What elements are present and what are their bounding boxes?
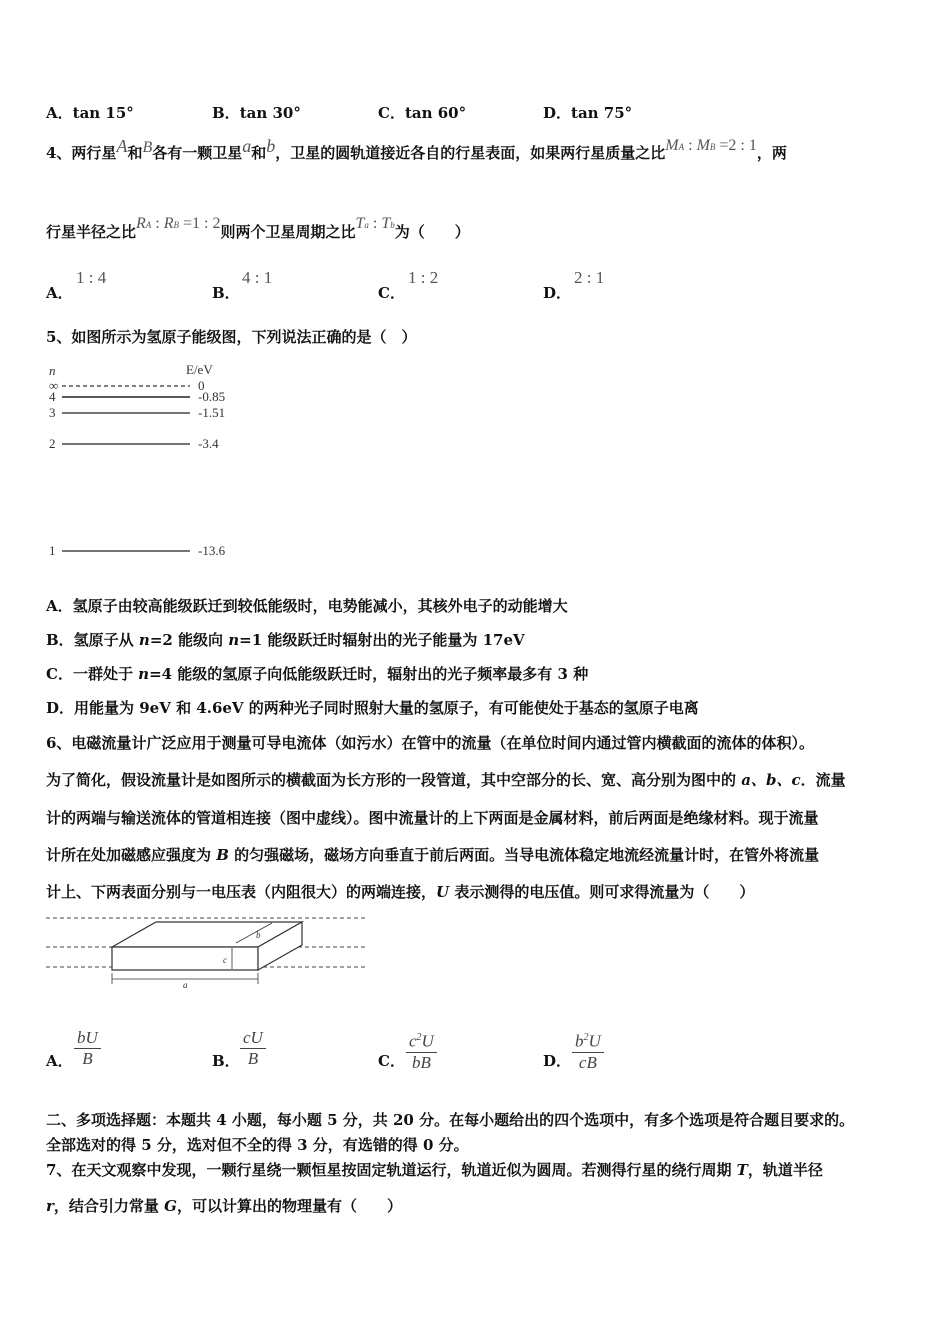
q3-option-a[interactable] bbox=[46, 102, 134, 123]
denominator: B bbox=[82, 1049, 93, 1068]
var-B: B bbox=[142, 139, 153, 156]
option-letter: A． bbox=[46, 1052, 73, 1070]
level-n-label: 4 bbox=[49, 389, 56, 404]
text: 计上、下两表面分别与一电压表（内阻很大）的两端连接， bbox=[46, 883, 437, 901]
text: ，可以计算出的物理量有（ ） bbox=[176, 1197, 402, 1215]
q6-stem-line1: 6、电磁流量计广泛应用于测量可导电流体（如污水）在管中的流量（在单位时间内通过管内横截面的流体的体积）。 bbox=[46, 734, 814, 752]
q3-option-b[interactable] bbox=[212, 102, 301, 123]
numerator: cU bbox=[240, 1028, 266, 1049]
q5-option-c[interactable] bbox=[46, 664, 588, 684]
q4-stem-line1 bbox=[46, 136, 787, 165]
option-letter: D． bbox=[543, 104, 572, 122]
section2-heading-line1: 二、多项选择题：本题共 4 小题，每小题 5 分，共 20 分。在每小题给出的四个选项中，有多个选项是符合题目要求的。 bbox=[46, 1111, 855, 1129]
q6-stem-line3: 计的两端与输送流体的管道相连接（图中虚线）。图中流量计的上下两面是金属材料，前后两面是绝缘材料。现于流量 bbox=[46, 809, 819, 827]
ratio-value: =1 : 2 bbox=[179, 215, 221, 232]
text: 行星半径之比 bbox=[46, 223, 137, 241]
ratio-colon: : bbox=[684, 137, 697, 154]
option-text: =4 能级的氢原子向低能级跃迁时，辐射出的光子频率最多有 3 种 bbox=[149, 665, 589, 683]
option-text: =2 能级向 bbox=[149, 631, 229, 649]
denominator: B bbox=[247, 1049, 259, 1068]
option-text: tan 60° bbox=[404, 104, 467, 122]
num-exponent: 2 bbox=[583, 1032, 589, 1043]
q4-option-c-value: 1 : 2 bbox=[408, 268, 439, 287]
box-front-face bbox=[112, 947, 258, 970]
text: 和 bbox=[251, 144, 267, 162]
option-letter: B． bbox=[212, 284, 240, 302]
q6-stem-line4 bbox=[46, 845, 819, 865]
ratio-value: =2 : 1 bbox=[715, 137, 757, 154]
radius-ratio bbox=[136, 213, 220, 232]
text: 7、在天文观察中发现，一颗行星绕一颗恒星按固定轨道运行，轨道近似为圆周。若测得行星的绕行周期 bbox=[46, 1161, 737, 1179]
text: 和 bbox=[127, 144, 143, 162]
option-letter: D． bbox=[543, 1052, 572, 1070]
option-letter: B． bbox=[212, 1052, 240, 1070]
option-letter: C． bbox=[378, 104, 405, 122]
option-letter: C． bbox=[378, 284, 405, 302]
mass-ratio bbox=[665, 135, 757, 154]
q5-option-a[interactable] bbox=[46, 596, 568, 616]
option-text: =1 能级跃迁时辐射出的光子能量为 17eV bbox=[239, 631, 525, 649]
q4-option-b-value: 4 : 1 bbox=[242, 268, 273, 287]
q6-option-d-fraction bbox=[572, 1028, 604, 1073]
option-text: B．氢原子从 bbox=[46, 631, 139, 649]
var-b: b bbox=[266, 136, 276, 156]
q4-option-b[interactable] bbox=[212, 282, 240, 303]
option-letter: C． bbox=[378, 1052, 405, 1070]
option-text: D．用能量为 9eV 和 4.6eV 的两种光子同时照射大量的氢原子，有可能使处于基态的氢原子电离 bbox=[46, 699, 699, 717]
option-text: tan 30° bbox=[239, 104, 301, 122]
section2-heading-line2: 全部选对的得 5 分，选对但不全的得 3 分，有选错的得 0 分。 bbox=[46, 1136, 469, 1154]
var-abc: a、b、c bbox=[741, 771, 801, 789]
level-n-label: ∞ bbox=[49, 378, 59, 393]
text: 4、两行星 bbox=[46, 144, 117, 162]
q6-option-c-fraction bbox=[406, 1028, 437, 1073]
q6-option-d[interactable] bbox=[543, 1050, 571, 1071]
option-letter: D． bbox=[543, 284, 572, 302]
text: ，轨道半径 bbox=[747, 1161, 823, 1179]
text: ，结合引力常量 bbox=[53, 1197, 165, 1215]
q4-option-d-value: 2 : 1 bbox=[574, 268, 605, 287]
var-A: A bbox=[116, 136, 128, 156]
var-G: G bbox=[164, 1197, 177, 1215]
q3-option-c[interactable] bbox=[378, 102, 466, 123]
text: 计所在处加磁感应强度为 bbox=[46, 846, 217, 864]
period-symbol: T bbox=[381, 215, 391, 232]
mass-symbol: M bbox=[696, 137, 710, 154]
text: 各有一颗卫星 bbox=[152, 144, 243, 162]
dimension-b-label: b bbox=[256, 930, 261, 940]
mass-symbol: M bbox=[665, 137, 679, 154]
q4-option-a-value: 1 : 4 bbox=[76, 268, 107, 287]
option-letter: A． bbox=[46, 104, 73, 122]
q5-option-b[interactable] bbox=[46, 630, 525, 650]
var-n: n bbox=[228, 631, 240, 649]
level-n-label: 2 bbox=[49, 436, 56, 451]
q6-option-b[interactable] bbox=[212, 1050, 240, 1071]
n-axis-label: n bbox=[49, 363, 56, 378]
num-base: b bbox=[575, 1031, 584, 1051]
option-text: C．一群处于 bbox=[46, 665, 139, 683]
radius-symbol: R bbox=[163, 215, 174, 232]
text: 为（ ） bbox=[394, 223, 470, 241]
period-symbol: T bbox=[355, 215, 365, 232]
var-n: n bbox=[138, 665, 150, 683]
radius-subscript: A bbox=[145, 220, 152, 230]
q5-stem: 5、如图所示为氢原子能级图，下列说法正确的是（ ） bbox=[46, 328, 417, 346]
q6-option-a[interactable] bbox=[46, 1050, 73, 1071]
period-subscript: b bbox=[390, 220, 395, 230]
q7-stem-line2 bbox=[46, 1196, 402, 1216]
mass-subscript: A bbox=[678, 142, 685, 152]
level-energy-label: -13.6 bbox=[198, 543, 226, 558]
flowmeter-figure bbox=[46, 910, 376, 992]
num-rest: U bbox=[588, 1031, 601, 1051]
q4-stem-line2 bbox=[46, 215, 470, 244]
num-rest: U bbox=[421, 1031, 434, 1051]
energy-level-diagram bbox=[40, 360, 260, 565]
text: 则两个卫星周期之比 bbox=[220, 223, 356, 241]
num-base: c bbox=[409, 1031, 417, 1051]
q6-option-a-fraction bbox=[74, 1028, 101, 1069]
denominator: cB bbox=[578, 1052, 597, 1072]
q6-stem-line5 bbox=[46, 882, 754, 902]
level-energy-label: 0 bbox=[198, 378, 205, 393]
q4-option-a[interactable] bbox=[46, 282, 73, 303]
dimension-a-label: a bbox=[183, 980, 188, 990]
option-letter: B． bbox=[212, 104, 240, 122]
q6-option-b-fraction bbox=[240, 1028, 266, 1069]
level-energy-label: -1.51 bbox=[198, 405, 226, 420]
numerator bbox=[572, 1028, 604, 1053]
var-T: T bbox=[736, 1161, 748, 1179]
level-energy-label: -0.85 bbox=[198, 389, 226, 404]
radius-subscript: B bbox=[173, 220, 180, 230]
q4-option-d[interactable] bbox=[543, 282, 571, 303]
numerator: bU bbox=[74, 1028, 101, 1049]
level-n-label: 3 bbox=[49, 405, 56, 420]
num-exponent: 2 bbox=[416, 1032, 422, 1043]
var-U: U bbox=[436, 883, 450, 901]
option-text: A．氢原子由较高能级跃迁到较低能级时，电势能减小，其核外电子的动能增大 bbox=[46, 597, 568, 615]
q6-stem-line2 bbox=[46, 770, 846, 790]
var-n: n bbox=[138, 631, 150, 649]
q5-option-d[interactable] bbox=[46, 698, 699, 718]
text: 表示测得的电压值。则可求得流量为（ ） bbox=[449, 883, 755, 901]
text: 为了简化，假设流量计是如图所示的横截面为长方形的一段管道，其中空部分的长、宽、高分别为图中的 bbox=[46, 771, 742, 789]
period-ratio bbox=[356, 213, 395, 232]
text: ，两 bbox=[756, 144, 787, 162]
ratio-colon: : bbox=[368, 215, 382, 232]
option-text: tan 75° bbox=[571, 104, 633, 122]
text: ．流量 bbox=[800, 771, 846, 789]
period-subscript: a bbox=[364, 220, 369, 230]
energy-axis-label: E/eV bbox=[186, 362, 213, 377]
mass-subscript: B bbox=[709, 142, 716, 152]
level-n-label: 1 bbox=[49, 543, 56, 558]
var-a: a bbox=[242, 136, 252, 156]
numerator bbox=[406, 1028, 437, 1053]
q3-option-d[interactable] bbox=[543, 102, 632, 123]
text: ，卫星的圆轨道接近各自的行星表面，如果两行星质量之比 bbox=[275, 144, 666, 162]
ratio-colon: : bbox=[151, 215, 164, 232]
var-r: r bbox=[46, 1197, 54, 1215]
option-letter: A． bbox=[46, 284, 73, 302]
var-B: B bbox=[216, 846, 229, 864]
q6-option-c[interactable] bbox=[378, 1050, 405, 1071]
text: 的匀强磁场，磁场方向垂直于前后两面。当导电流体稳定地流经流量计时，在管外将流量 bbox=[228, 846, 820, 864]
level-energy-label: -3.4 bbox=[198, 436, 219, 451]
radius-symbol: R bbox=[136, 215, 146, 232]
dimension-c-label: c bbox=[223, 955, 227, 965]
q7-stem-line1 bbox=[46, 1160, 823, 1180]
denominator: bB bbox=[411, 1052, 431, 1072]
q4-option-c[interactable] bbox=[378, 282, 405, 303]
option-text: tan 15° bbox=[72, 104, 134, 122]
